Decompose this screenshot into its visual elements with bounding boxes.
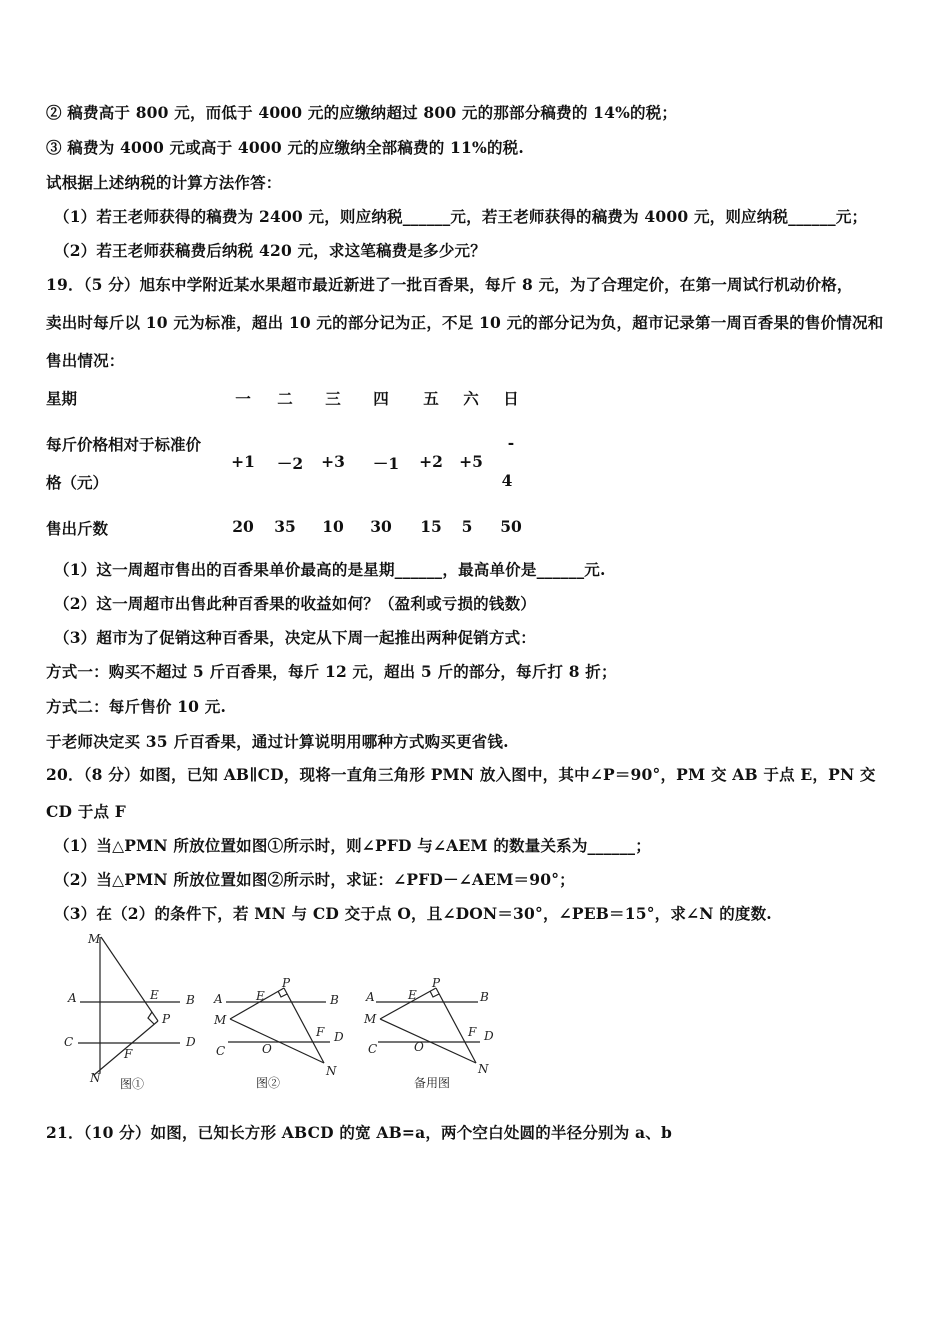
- point-label: B: [480, 990, 489, 1004]
- point-label: P: [162, 1012, 171, 1026]
- table-cell-amount: 5: [461, 517, 473, 536]
- point-label: M: [88, 932, 101, 946]
- table-cell-price: +5: [459, 452, 483, 471]
- figure-3: [376, 988, 480, 1063]
- point-label: C: [64, 1035, 74, 1049]
- line-mn: [230, 1019, 324, 1063]
- table-cell-amount: 20: [232, 517, 254, 536]
- question-20-stem: 20．（8 分）如图，已知 AB∥CD，现将一直角三角形 PMN 放入图中，其中∠P＝90°，PM 交 AB 于点 E，PN 交: [46, 765, 876, 784]
- point-label: P: [282, 976, 291, 990]
- point-label: F: [124, 1047, 133, 1061]
- table-cell-amount: 10: [322, 517, 344, 536]
- line-mp: [101, 937, 158, 1021]
- table-cell-amount: 35: [274, 517, 296, 536]
- question-20-stem: CD 于点 F: [46, 802, 126, 821]
- point-label: M: [214, 1013, 227, 1027]
- table-cell-amount: 50: [500, 517, 522, 536]
- point-label: A: [214, 992, 223, 1006]
- table-cell-amount: 15: [420, 517, 442, 536]
- table-row-label: 星期: [46, 389, 78, 408]
- point-label: N: [478, 1062, 489, 1076]
- table-cell-price: +2: [419, 452, 443, 471]
- table-cell-price: 4: [501, 471, 513, 490]
- text-line: 于老师决定买 35 斤百香果，通过计算说明用哪种方式购买更省钱.: [46, 732, 509, 751]
- point-label: A: [68, 991, 77, 1005]
- point-label: N: [326, 1064, 337, 1078]
- question-20-part-3: （3）在（2）的条件下，若 MN 与 CD 交于点 O，且∠DON＝30°，∠PEB＝15°，求∠N 的度数.: [54, 904, 772, 923]
- point-label: B: [186, 993, 195, 1007]
- point-label: M: [364, 1012, 377, 1026]
- line-mn: [380, 1019, 476, 1063]
- figure-2: [226, 988, 330, 1063]
- table-cell-day: 三: [325, 389, 341, 408]
- table-cell-amount: 30: [370, 517, 392, 536]
- table-row-label: 每斤价格相对于标准价: [46, 435, 202, 454]
- text-line: ③ 稿费为 4000 元或高于 4000 元的应缴纳全部稿费的 11%的税.: [46, 138, 524, 157]
- table-row-label: 售出斤数: [46, 519, 109, 538]
- figure-caption: 图①: [120, 1077, 145, 1091]
- question-19-stem: 卖出时每斤以 10 元为标准，超出 10 元的部分记为正，不足 10 元的部分记为负，超市记录第一周百香果的售价情况和: [46, 313, 884, 332]
- question-19-part-1: （1）这一周超市售出的百香果单价最高的是星期______，最高单价是______元.: [54, 560, 606, 579]
- text-line: 试根据上述纳税的计算方法作答：: [46, 173, 282, 192]
- question-20-part-2: （2）当△PMN 所放位置如图②所示时，求证：∠PFD－∠AEM＝90°；: [54, 870, 575, 889]
- question-21-stem: 21．（10 分）如图，已知长方形 ABCD 的宽 AB=a，两个空白处圆的半径分别为 a、b: [46, 1123, 673, 1142]
- point-label: E: [408, 988, 417, 1002]
- point-label: F: [468, 1025, 477, 1039]
- point-label: C: [368, 1042, 378, 1056]
- point-label: E: [256, 989, 265, 1003]
- point-label: F: [316, 1025, 325, 1039]
- text-line: 方式一：购买不超过 5 斤百香果，每斤 12 元，超出 5 斤的部分，每斤打 8 折；: [46, 662, 617, 681]
- text-line: 方式二：每斤售价 10 元.: [46, 697, 227, 716]
- point-label: D: [186, 1035, 196, 1049]
- table-cell-price: －1: [372, 454, 400, 473]
- point-label: C: [216, 1044, 226, 1058]
- point-label: P: [432, 976, 441, 990]
- point-label: O: [262, 1042, 272, 1056]
- question-18-part-1: （1）若王老师获得的稿费为 2400 元，则应纳税______元，若王老师获得的稿费为 4000 元，则应纳税______元；: [54, 207, 868, 226]
- figure-caption: 图②: [256, 1076, 281, 1090]
- table-cell-day: 二: [277, 389, 293, 408]
- text-line: ② 稿费高于 800 元，而低于 4000 元的应缴纳超过 800 元的那部分稿费的 14%的税；: [46, 103, 678, 122]
- point-label: N: [90, 1071, 101, 1085]
- point-label: B: [330, 993, 339, 1007]
- figure-caption: 备用图: [414, 1076, 451, 1090]
- question-19-part-2: （2）这一周超市出售此种百香果的收益如何？（盈利或亏损的钱数）: [54, 594, 536, 613]
- table-cell-price: +1: [231, 452, 255, 471]
- table-cell-price: +3: [321, 452, 345, 471]
- table-cell-day: 一: [235, 389, 251, 408]
- point-label: O: [414, 1040, 424, 1054]
- question-20-part-1: （1）当△PMN 所放位置如图①所示时，则∠PFD 与∠AEM 的数量关系为______；: [54, 836, 651, 855]
- question-19-stem: 售出情况：: [46, 351, 125, 370]
- point-label: A: [366, 990, 375, 1004]
- question-19-stem: 19．（5 分）旭东中学附近某水果超市最近新进了一批百香果，每斤 8 元，为了合理定价，在第一周试行机动价格，: [46, 275, 853, 294]
- question-19-part-3: （3）超市为了促销这种百香果，决定从下周一起推出两种促销方式：: [54, 628, 536, 647]
- point-label: E: [150, 988, 159, 1002]
- geometry-figures: [0, 925, 950, 1100]
- question-18-part-2: （2）若王老师获稿费后纳税 420 元，求这笔稿费是多少元？: [54, 241, 486, 260]
- table-cell-day: 四: [373, 389, 389, 408]
- table-row-label: 格（元）: [46, 473, 109, 492]
- table-cell-price: －2: [276, 454, 304, 473]
- point-label: D: [334, 1030, 344, 1044]
- table-cell-day: 日: [503, 389, 519, 408]
- table-cell-day: 六: [463, 389, 479, 408]
- table-cell-day: 五: [423, 389, 439, 408]
- point-label: D: [484, 1029, 494, 1043]
- table-cell-price: -: [507, 433, 515, 452]
